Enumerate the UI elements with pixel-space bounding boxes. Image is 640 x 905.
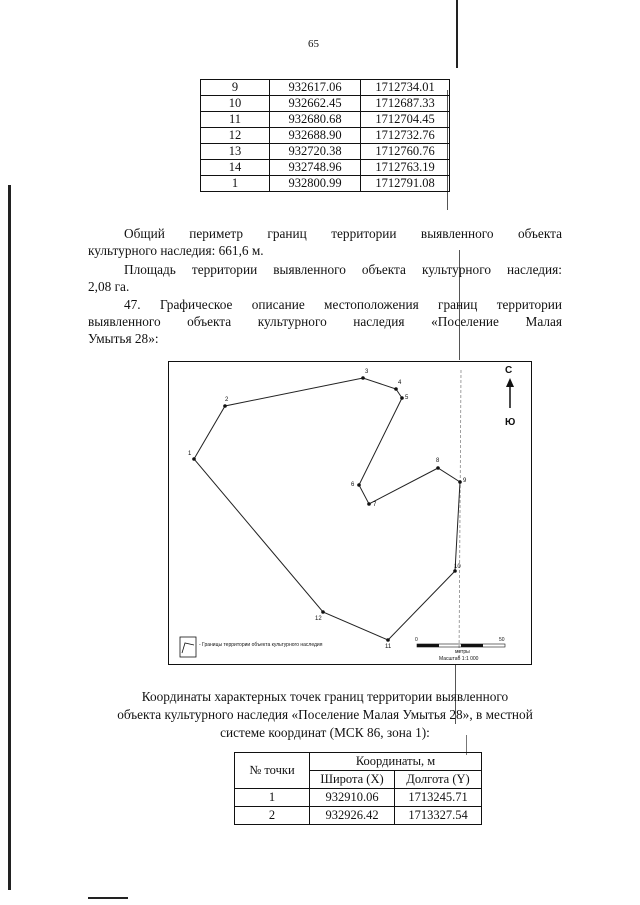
scan-margin-line (8, 185, 11, 890)
boundary-vertex (400, 396, 404, 400)
perimeter-value: культурного наследия: 661,6 м. (88, 243, 264, 258)
footnote-rule (88, 897, 128, 899)
table-cell-point: 13 (201, 144, 270, 160)
table-row (201, 160, 450, 176)
table-row (201, 144, 450, 160)
area-value: 2,08 га. (88, 279, 130, 294)
area-text: Площадь территории выявленного объекта культурного наследия: (124, 262, 562, 277)
boundary-vertex (394, 387, 398, 391)
table-cell-point: 11 (201, 112, 270, 128)
scale-bar-segment (461, 644, 483, 647)
table-cell-y: 1712732.76 (361, 128, 450, 144)
boundary-vertex (458, 480, 462, 484)
perimeter-text: Общий периметр границ территории выявленного объекта (124, 226, 562, 241)
item-47-paragraph-line2 (88, 313, 562, 330)
table-cell-point: 12 (201, 128, 270, 144)
boundary-vertex (357, 483, 361, 487)
perimeter-paragraph-end (88, 242, 562, 259)
south-label: Ю (505, 417, 516, 428)
vertex-label: 8 (436, 458, 440, 464)
boundary-polygon (194, 378, 460, 640)
coordinates-heading-line2: объекта культурного наследия «Поселение Малая Умытья 28», в местной (117, 707, 533, 722)
header-point-number: № точки (235, 753, 310, 789)
coordinates-table-continued (200, 79, 450, 192)
boundary-map (168, 361, 532, 665)
item-47-text-3: Умытья 28»: (88, 331, 159, 346)
table-cell-point: 10 (201, 96, 270, 112)
page-number: 65 (308, 38, 319, 50)
table-row (201, 96, 450, 112)
meridian-line (459, 370, 461, 658)
table-cell-y: 1712791.08 (361, 176, 450, 192)
vertex-label: 10 (454, 564, 461, 570)
item-47-paragraph-line3 (88, 330, 562, 347)
vertex-label: 6 (351, 482, 355, 488)
boundary-map-drawing (169, 362, 531, 664)
table-cell-y: 1713245.71 (395, 789, 482, 807)
table-cell-y: 1713327.54 (395, 807, 482, 825)
vertex-label: 5 (405, 395, 409, 401)
vertex-label: 4 (398, 380, 402, 386)
vertex-label: 7 (373, 502, 377, 508)
north-label: С (505, 365, 513, 376)
table-row (201, 112, 450, 128)
vertex-label: 9 (463, 478, 467, 484)
scale-bar-segment (417, 644, 439, 647)
header-longitude: Долгота (Y) (395, 771, 482, 789)
table-cell-point: 1 (235, 789, 310, 807)
table-cell-y: 1712763.19 (361, 160, 450, 176)
table-cell-x: 932617.06 (270, 80, 361, 96)
boundary-vertex (361, 376, 365, 380)
scale-unit: метры (455, 649, 470, 655)
north-arrow-icon (506, 378, 514, 387)
perimeter-paragraph (88, 225, 562, 242)
scale-max: 50 (499, 637, 505, 643)
item-47-text: 47. Графическое описание местоположения границ территории (124, 297, 562, 312)
table-cell-x: 932910.06 (310, 789, 395, 807)
table-cell-x: 932720.38 (270, 144, 361, 160)
boundary-vertex (367, 502, 371, 506)
table-cell-x: 932926.42 (310, 807, 395, 825)
coordinates-heading-line1: Координаты характерных точек границ территории выявленного (141, 689, 509, 704)
area-paragraph (88, 261, 562, 278)
table-cell-y: 1712704.45 (361, 112, 450, 128)
vertex-label: 2 (225, 397, 229, 403)
header-latitude: Широта (X) (310, 771, 395, 789)
table-row (235, 789, 482, 807)
boundary-vertex (386, 638, 390, 642)
table-cell-x: 932748.96 (270, 160, 361, 176)
scale-ratio: Масштаб 1:1 000 (439, 656, 479, 662)
table-cell-y: 1712734.01 (361, 80, 450, 96)
legend-label: - Границы территории объекта культурного наследия (199, 642, 323, 648)
table-cell-x: 932662.45 (270, 96, 361, 112)
table-cell-point: 1 (201, 176, 270, 192)
table-cell-x: 932800.99 (270, 176, 361, 192)
coordinates-heading (88, 688, 562, 742)
table-cell-y: 1712687.33 (361, 96, 450, 112)
legend-line-icon (182, 643, 194, 653)
scale-zero: 0 (415, 637, 418, 643)
scan-margin-line (456, 0, 458, 68)
item-47-text-2: выявленного объекта культурного наследия «Поселение Малая (88, 314, 562, 329)
table-cell-x: 932680.68 (270, 112, 361, 128)
table-cell-x: 932688.90 (270, 128, 361, 144)
table-cell-point: 14 (201, 160, 270, 176)
boundary-vertex (192, 457, 196, 461)
vertex-label: 12 (315, 616, 322, 622)
boundary-vertex (223, 404, 227, 408)
coordinates-table (234, 752, 482, 825)
table-row (201, 176, 450, 192)
coordinates-heading-line3: системе координат (МСК 86, зона 1): (220, 725, 430, 740)
table-cell-point: 2 (235, 807, 310, 825)
header-coordinates: Координаты, м (310, 753, 482, 771)
legend-swatch (180, 637, 196, 657)
item-47-paragraph (88, 296, 562, 313)
boundary-vertex (436, 466, 440, 470)
table-row (235, 807, 482, 825)
vertex-label: 11 (385, 644, 392, 650)
boundary-vertex (321, 610, 325, 614)
table-row (201, 128, 450, 144)
area-paragraph-end (88, 278, 562, 295)
table-cell-y: 1712760.76 (361, 144, 450, 160)
table-cell-point: 9 (201, 80, 270, 96)
table-row (201, 80, 450, 96)
vertex-label: 1 (188, 451, 192, 457)
vertex-label: 3 (365, 369, 369, 375)
